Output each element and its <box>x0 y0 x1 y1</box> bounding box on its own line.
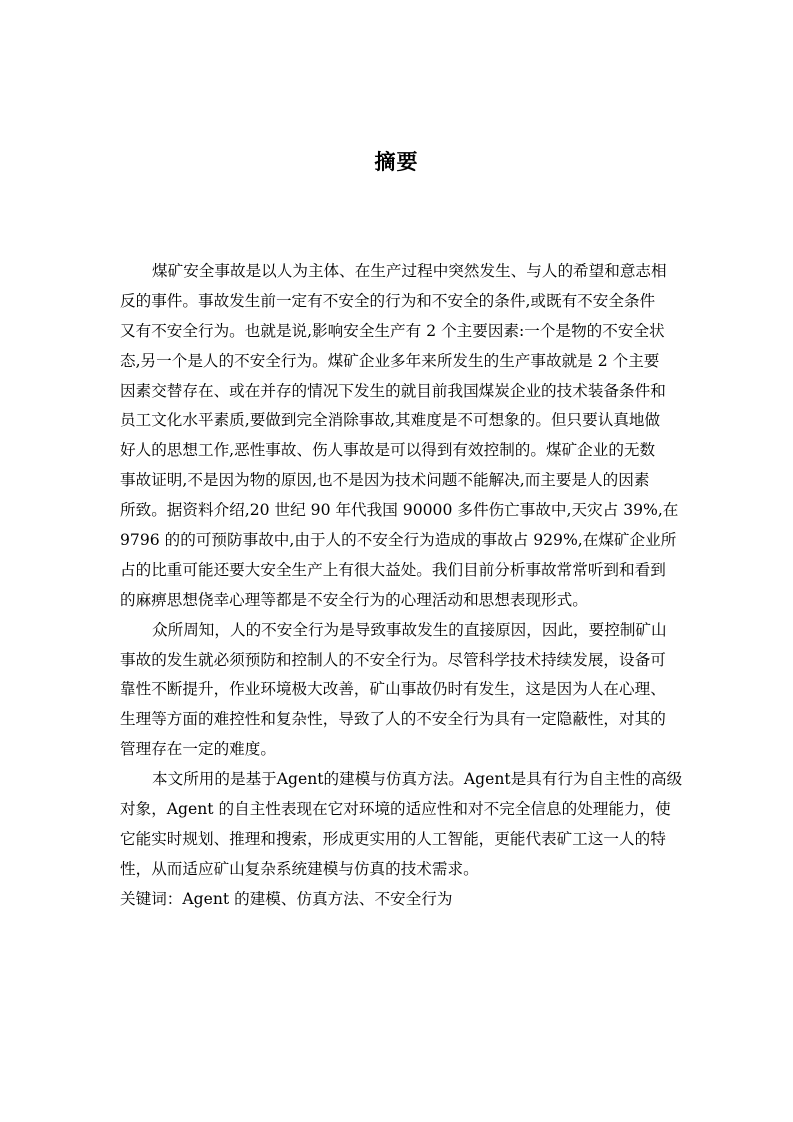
paragraph-1-line: 煤矿安全事故是以人为主体、在生产过程中突然发生、与人的希望和意志相 <box>152 262 667 280</box>
paragraph-1-line: 事故证明,不是因为物的原因,也不是因为技术问题不能解决,而主要是人的因素 <box>120 471 650 490</box>
paragraph-1-line: 反的事件。事故发生前一定有不安全的行为和不安全的条件,或既有不安全条件 <box>120 291 656 310</box>
paragraph-1-line: 又有不安全行为。也就是说,影响安全生产有 2 个主要因素:一个是物的不安全状 <box>120 321 665 340</box>
paragraph-1-line: 员工文化水平素质,要做到完全消除事故,其难度是不可想象的。但只要认真地做 <box>120 411 661 430</box>
paragraph-1-line: 好人的思想工作,恶性事故、伤人事故是可以得到有效控制的。煤矿企业的无数 <box>120 441 656 460</box>
paragraph-3-line: 它能实时规划、推理和搜索，形成更实用的人工智能，更能代表矿工这一人的特 <box>120 829 666 848</box>
paragraph-3-line: 对象，Agent 的自主性表现在它对环境的适应性和对不完全信息的处理能力，使 <box>120 800 671 819</box>
paragraph-3-line: 性，从而适应矿山复杂系统建模与仿真的技术需求。 <box>120 859 479 878</box>
paragraph-1-line: 态,另一个是人的不安全行为。煤矿企业多年来所发生的生产事故就是 2 个主要 <box>120 351 660 370</box>
paragraph-2-line: 事故的发生就必须预防和控制人的不安全行为。尽管科学技术持续发展，设备可 <box>120 650 666 669</box>
paragraph-1-line: 9796 的的可预防事故中,由于人的不安全行为造成的事故占 929%,在煤矿企业所 <box>120 531 677 550</box>
paragraph-3-line: 本文所用的是基于Agent的建模与仿真方法。Agent是具有行为自主性的高级 <box>152 770 683 789</box>
paragraph-2-line: 靠性不断提升，作业环境极大改善，矿山事故仍时有发生，这是因为人在心理、 <box>120 680 666 699</box>
abstract-body <box>120 257 683 915</box>
paragraph-2-line: 生理等方面的难控性和复杂性，导致了人的不安全行为具有一定隐蔽性，对其的 <box>120 710 666 729</box>
keywords-line: 关键词：Agent 的建模、仿真方法、不安全行为 <box>120 889 453 908</box>
paragraph-1-line: 因素交替存在、或在并存的情况下发生的就目前我国煤炭企业的技术装备条件和 <box>120 381 666 400</box>
paragraph-1-line: 所致。据资料介绍,20 世纪 90 年代我国 90000 多件伤亡事故中,天灾占 39%,在 <box>120 501 679 520</box>
paragraph-1-line: 的麻痹思想侥幸心理等都是不安全行为的心理活动和思想表现形式。 <box>120 590 588 609</box>
paragraph-2-line: 管理存在一定的难度。 <box>120 740 276 759</box>
abstract-title: 摘要 <box>374 150 419 174</box>
paragraph-2-line: 众所周知，人的不安全行为是导致事故发生的直接原因，因此，要控制矿山 <box>152 620 667 639</box>
paragraph-1-line: 占的比重可能还要大安全生产上有很大益处。我们目前分析事故常常听到和看到 <box>120 560 666 579</box>
